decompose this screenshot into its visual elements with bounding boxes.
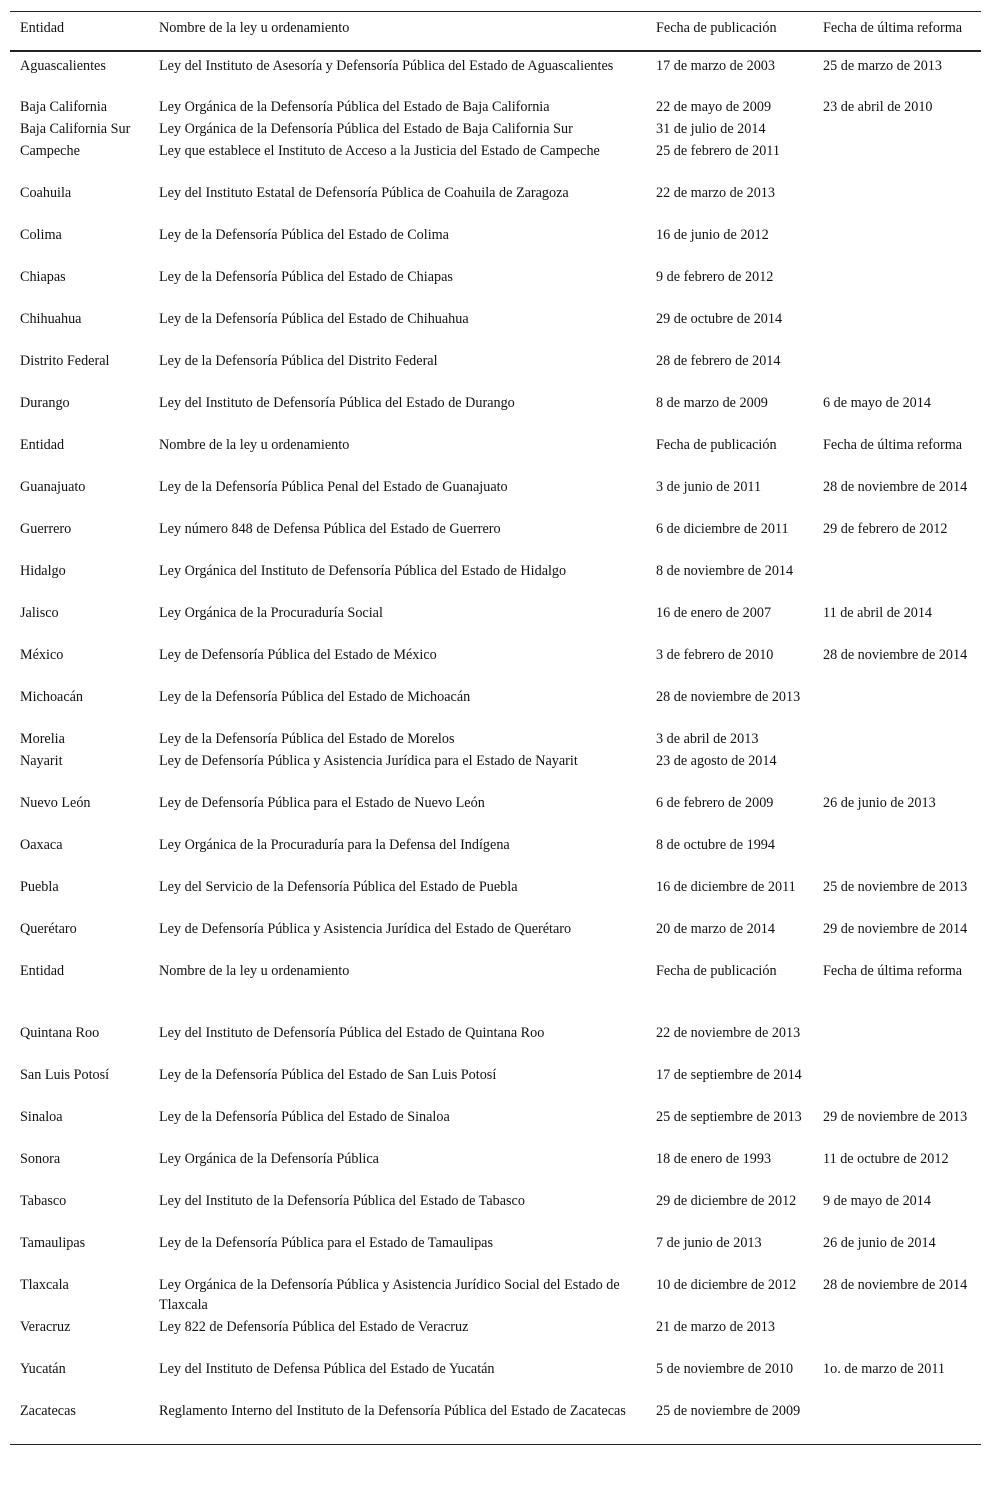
cell-fecha-ultima-reforma xyxy=(813,1317,981,1359)
cell-entidad: Nuevo León xyxy=(20,794,91,811)
table-row xyxy=(10,119,981,141)
table-row xyxy=(10,435,981,477)
table-row xyxy=(10,793,981,835)
cell-fecha-ultima-reforma xyxy=(813,119,981,141)
cell-nombre-ley: Ley Orgánica de la Defensoría Pública del Estado de Baja California xyxy=(159,98,550,115)
cell-nombre-ley: Ley de Defensoría Pública y Asistencia Jurídica del Estado de Querétaro xyxy=(159,920,572,937)
cell-nombre-ley: Ley del Instituto de Defensoría Pública del Estado de Durango xyxy=(159,394,515,411)
cell-nombre-ley: Ley del Instituto Estatal de Defensoría Pública de Coahuila de Zaragoza xyxy=(159,184,569,201)
table-row xyxy=(10,687,981,729)
cell-nombre-ley: Ley Orgánica de la Defensoría Pública del Estado de Baja California Sur xyxy=(159,120,573,137)
cell-fecha-publicacion: 22 de mayo de 2009 xyxy=(656,98,772,115)
cell-fecha-ultima-reforma xyxy=(813,751,981,793)
cell-nombre-ley: Ley de la Defensoría Pública Penal del Estado de Guanajuato xyxy=(159,478,508,495)
cell-fecha-ultima-reforma: 28 de noviembre de 2014 xyxy=(823,478,968,495)
cell-nombre-ley: Ley Orgánica de la Procuraduría para la Defensa del Indígena xyxy=(159,836,510,853)
cell-fecha-ultima-reforma: 25 de noviembre de 2013 xyxy=(823,878,968,895)
cell-entidad: Entidad xyxy=(20,436,65,453)
cell-fecha-ultima-reforma xyxy=(813,687,981,729)
table-row xyxy=(10,1275,981,1317)
cell-fecha-publicacion: 7 de junio de 2013 xyxy=(656,1234,762,1251)
table-row xyxy=(10,645,981,687)
cell-entidad: Jalisco xyxy=(20,604,59,621)
cell-entidad: Chiapas xyxy=(20,268,66,285)
table-row xyxy=(10,1317,981,1359)
cell-fecha-publicacion: 10 de diciembre de 2012 xyxy=(656,1276,797,1293)
cell-entidad: Guerrero xyxy=(20,520,72,537)
cell-fecha-publicacion: 25 de septiembre de 2013 xyxy=(656,1108,802,1125)
cell-fecha-ultima-reforma: 29 de noviembre de 2014 xyxy=(823,920,968,937)
cell-fecha-ultima-reforma xyxy=(813,561,981,603)
table-row xyxy=(10,1191,981,1233)
cell-entidad: Puebla xyxy=(20,878,59,895)
table-body xyxy=(10,51,981,1445)
cell-entidad: San Luis Potosí xyxy=(20,1066,110,1083)
cell-fecha-publicacion: 3 de abril de 2013 xyxy=(656,730,759,747)
table-row xyxy=(10,751,981,793)
cell-entidad: Oaxaca xyxy=(20,836,63,853)
cell-fecha-ultima-reforma: 23 de abril de 2010 xyxy=(823,98,933,115)
cell-nombre-ley: Ley Orgánica de la Defensoría Pública y Asistencia Jurídico Social del Estado de Tlaxcala xyxy=(159,1276,620,1313)
cell-fecha-ultima-reforma xyxy=(813,1401,981,1445)
header-fecha-publicacion: Fecha de publicación xyxy=(656,20,777,36)
table-row xyxy=(10,393,981,435)
cell-entidad: Distrito Federal xyxy=(20,352,110,369)
cell-fecha-publicacion: 31 de julio de 2014 xyxy=(656,120,766,137)
cell-nombre-ley: Ley de Defensoría Pública del Estado de México xyxy=(159,646,437,663)
cell-entidad: Entidad xyxy=(20,962,65,979)
table-row xyxy=(10,961,981,1023)
cell-nombre-ley: Ley 822 de Defensoría Pública del Estado de Veracruz xyxy=(159,1318,469,1335)
cell-nombre-ley: Ley de Defensoría Pública para el Estado de Nuevo León xyxy=(159,794,485,811)
cell-entidad: Baja California Sur xyxy=(20,120,131,137)
table-row xyxy=(10,1065,981,1107)
cell-nombre-ley: Ley del Instituto de Defensa Pública del Estado de Yucatán xyxy=(159,1360,495,1377)
cell-fecha-ultima-reforma xyxy=(813,267,981,309)
table-row xyxy=(10,1233,981,1275)
cell-fecha-ultima-reforma: 1o. de marzo de 2011 xyxy=(823,1360,945,1377)
cell-fecha-publicacion: 17 de septiembre de 2014 xyxy=(656,1066,802,1083)
cell-fecha-ultima-reforma xyxy=(813,351,981,393)
cell-nombre-ley: Ley del Servicio de la Defensoría Pública del Estado de Puebla xyxy=(159,878,518,895)
cell-nombre-ley: Ley del Instituto de la Defensoría Pública del Estado de Tabasco xyxy=(159,1192,525,1209)
cell-nombre-ley: Ley del Instituto de Defensoría Pública del Estado de Quintana Roo xyxy=(159,1024,545,1041)
cell-nombre-ley: Ley de la Defensoría Pública del Estado de Sinaloa xyxy=(159,1108,450,1125)
table-row xyxy=(10,1023,981,1065)
cell-nombre-ley: Ley de la Defensoría Pública del Estado de Chiapas xyxy=(159,268,453,285)
cell-entidad: Tlaxcala xyxy=(20,1276,69,1293)
cell-entidad: Tabasco xyxy=(20,1192,67,1209)
cell-nombre-ley: Ley Orgánica de la Procuraduría Social xyxy=(159,604,383,621)
cell-nombre-ley: Ley de Defensoría Pública y Asistencia Jurídica para el Estado de Nayarit xyxy=(159,752,578,769)
cell-fecha-publicacion: 21 de marzo de 2013 xyxy=(656,1318,775,1335)
cell-fecha-publicacion: 16 de diciembre de 2011 xyxy=(656,878,796,895)
table-row xyxy=(10,141,981,183)
cell-fecha-publicacion: 17 de marzo de 2003 xyxy=(656,57,775,74)
cell-fecha-publicacion: 18 de enero de 1993 xyxy=(656,1150,772,1167)
cell-fecha-publicacion: 16 de enero de 2007 xyxy=(656,604,772,621)
cell-fecha-publicacion: 9 de febrero de 2012 xyxy=(656,268,774,285)
cell-fecha-publicacion: 25 de noviembre de 2009 xyxy=(656,1402,801,1419)
cell-nombre-ley: Ley de la Defensoría Pública del Estado de Colima xyxy=(159,226,449,243)
cell-fecha-publicacion: 29 de octubre de 2014 xyxy=(656,310,783,327)
table-row xyxy=(10,97,981,119)
cell-nombre-ley: Nombre de la ley u ordenamiento xyxy=(159,962,350,979)
table-row xyxy=(10,1107,981,1149)
cell-nombre-ley: Ley de la Defensoría Pública del Distrito Federal xyxy=(159,352,438,369)
cell-entidad: Morelia xyxy=(20,730,65,747)
table-row xyxy=(10,477,981,519)
cell-nombre-ley: Ley de la Defensoría Pública para el Estado de Tamaulipas xyxy=(159,1234,493,1251)
cell-nombre-ley: Ley de la Defensoría Pública del Estado de Chihuahua xyxy=(159,310,469,327)
cell-fecha-publicacion: 22 de noviembre de 2013 xyxy=(656,1024,801,1041)
cell-fecha-ultima-reforma xyxy=(813,835,981,877)
cell-entidad: Veracruz xyxy=(20,1318,71,1335)
cell-entidad: Nayarit xyxy=(20,752,63,769)
cell-fecha-publicacion: 28 de noviembre de 2013 xyxy=(656,688,801,705)
cell-fecha-publicacion: 25 de febrero de 2011 xyxy=(656,142,780,159)
cell-fecha-publicacion: 22 de marzo de 2013 xyxy=(656,184,775,201)
cell-fecha-publicacion: 3 de febrero de 2010 xyxy=(656,646,774,663)
cell-fecha-ultima-reforma: 28 de noviembre de 2014 xyxy=(823,1276,968,1293)
cell-nombre-ley: Ley Orgánica del Instituto de Defensoría Pública del Estado de Hidalgo xyxy=(159,562,567,579)
cell-entidad: Sonora xyxy=(20,1150,61,1167)
cell-fecha-ultima-reforma: 9 de mayo de 2014 xyxy=(823,1192,931,1209)
cell-fecha-publicacion: 8 de marzo de 2009 xyxy=(656,394,768,411)
cell-fecha-ultima-reforma: 26 de junio de 2013 xyxy=(823,794,936,811)
cell-fecha-ultima-reforma: Fecha de última reforma xyxy=(823,962,963,979)
table-row xyxy=(10,183,981,225)
cell-nombre-ley: Ley número 848 de Defensa Pública del Estado de Guerrero xyxy=(159,520,501,537)
cell-fecha-ultima-reforma xyxy=(813,1023,981,1065)
table-row xyxy=(10,309,981,351)
cell-entidad: Yucatán xyxy=(20,1360,66,1377)
laws-table xyxy=(10,11,981,1445)
cell-entidad: Sinaloa xyxy=(20,1108,63,1125)
cell-entidad: Baja California xyxy=(20,98,108,115)
table-row xyxy=(10,519,981,561)
table-row xyxy=(10,603,981,645)
cell-entidad: México xyxy=(20,646,64,663)
table-row xyxy=(10,267,981,309)
cell-nombre-ley: Reglamento Interno del Instituto de la Defensoría Pública del Estado de Zacatecas xyxy=(159,1402,626,1419)
cell-fecha-publicacion: 23 de agosto de 2014 xyxy=(656,752,777,769)
header-nombre-ley: Nombre de la ley u ordenamiento xyxy=(159,20,350,36)
table-row xyxy=(10,1359,981,1401)
cell-fecha-publicacion: 16 de junio de 2012 xyxy=(656,226,769,243)
cell-fecha-ultima-reforma: 25 de marzo de 2013 xyxy=(823,57,942,74)
table-row xyxy=(10,225,981,267)
cell-fecha-publicacion: 8 de noviembre de 2014 xyxy=(656,562,794,579)
table-row xyxy=(10,835,981,877)
table-row xyxy=(10,877,981,919)
cell-fecha-publicacion: 6 de diciembre de 2011 xyxy=(656,520,789,537)
cell-nombre-ley: Nombre de la ley u ordenamiento xyxy=(159,436,350,453)
cell-fecha-ultima-reforma: 6 de mayo de 2014 xyxy=(823,394,931,411)
table-row xyxy=(10,351,981,393)
table-header-row xyxy=(10,12,981,51)
cell-fecha-ultima-reforma: Fecha de última reforma xyxy=(823,436,963,453)
cell-entidad: Tamaulipas xyxy=(20,1234,86,1251)
cell-fecha-ultima-reforma xyxy=(813,183,981,225)
table-row xyxy=(10,561,981,603)
cell-fecha-publicacion: 8 de octubre de 1994 xyxy=(656,836,775,853)
cell-entidad: Guanajuato xyxy=(20,478,86,495)
cell-entidad: Querétaro xyxy=(20,920,77,937)
cell-entidad: Aguascalientes xyxy=(20,57,106,74)
cell-fecha-publicacion: 28 de febrero de 2014 xyxy=(656,352,781,369)
cell-entidad: Durango xyxy=(20,394,70,411)
cell-fecha-ultima-reforma: 29 de noviembre de 2013 xyxy=(823,1108,968,1125)
cell-fecha-publicacion: 3 de junio de 2011 xyxy=(656,478,762,495)
cell-fecha-ultima-reforma: 11 de octubre de 2012 xyxy=(823,1150,949,1167)
cell-nombre-ley: Ley del Instituto de Asesoría y Defensoría Pública del Estado de Aguascalientes xyxy=(159,57,614,74)
cell-fecha-publicacion: Fecha de publicación xyxy=(656,962,777,979)
table-row xyxy=(10,1149,981,1191)
cell-fecha-publicacion: 5 de noviembre de 2010 xyxy=(656,1360,794,1377)
cell-fecha-publicacion: Fecha de publicación xyxy=(656,436,777,453)
table-row xyxy=(10,919,981,961)
cell-entidad: Coahuila xyxy=(20,184,72,201)
header-fecha-ultima-reforma: Fecha de última reforma xyxy=(823,20,963,36)
cell-fecha-ultima-reforma xyxy=(813,141,981,183)
cell-nombre-ley: Ley de la Defensoría Pública del Estado de San Luis Potosí xyxy=(159,1066,497,1083)
cell-entidad: Colima xyxy=(20,226,62,243)
cell-nombre-ley: Ley Orgánica de la Defensoría Pública xyxy=(159,1150,379,1167)
cell-nombre-ley: Ley de la Defensoría Pública del Estado de Morelos xyxy=(159,730,455,747)
cell-fecha-publicacion: 20 de marzo de 2014 xyxy=(656,920,775,937)
cell-entidad: Hidalgo xyxy=(20,562,66,579)
cell-fecha-ultima-reforma: 11 de abril de 2014 xyxy=(823,604,933,621)
cell-fecha-ultima-reforma xyxy=(813,225,981,267)
cell-fecha-publicacion: 29 de diciembre de 2012 xyxy=(656,1192,797,1209)
cell-entidad: Chihuahua xyxy=(20,310,82,327)
cell-fecha-ultima-reforma xyxy=(813,1065,981,1107)
cell-fecha-ultima-reforma xyxy=(813,309,981,351)
cell-entidad: Campeche xyxy=(20,142,80,159)
cell-fecha-ultima-reforma: 26 de junio de 2014 xyxy=(823,1234,936,1251)
cell-entidad: Quintana Roo xyxy=(20,1024,100,1041)
cell-nombre-ley: Ley de la Defensoría Pública del Estado de Michoacán xyxy=(159,688,471,705)
header-entidad: Entidad xyxy=(20,20,65,36)
cell-fecha-ultima-reforma: 29 de febrero de 2012 xyxy=(823,520,948,537)
table-row xyxy=(10,1401,981,1445)
cell-nombre-ley: Ley que establece el Instituto de Acceso a la Justicia del Estado de Campeche xyxy=(159,142,600,159)
cell-entidad: Michoacán xyxy=(20,688,84,705)
cell-entidad: Zacatecas xyxy=(20,1402,76,1419)
cell-fecha-ultima-reforma xyxy=(813,729,981,751)
cell-fecha-ultima-reforma: 28 de noviembre de 2014 xyxy=(823,646,968,663)
table-row xyxy=(10,51,981,97)
table-row xyxy=(10,729,981,751)
cell-fecha-publicacion: 6 de febrero de 2009 xyxy=(656,794,774,811)
